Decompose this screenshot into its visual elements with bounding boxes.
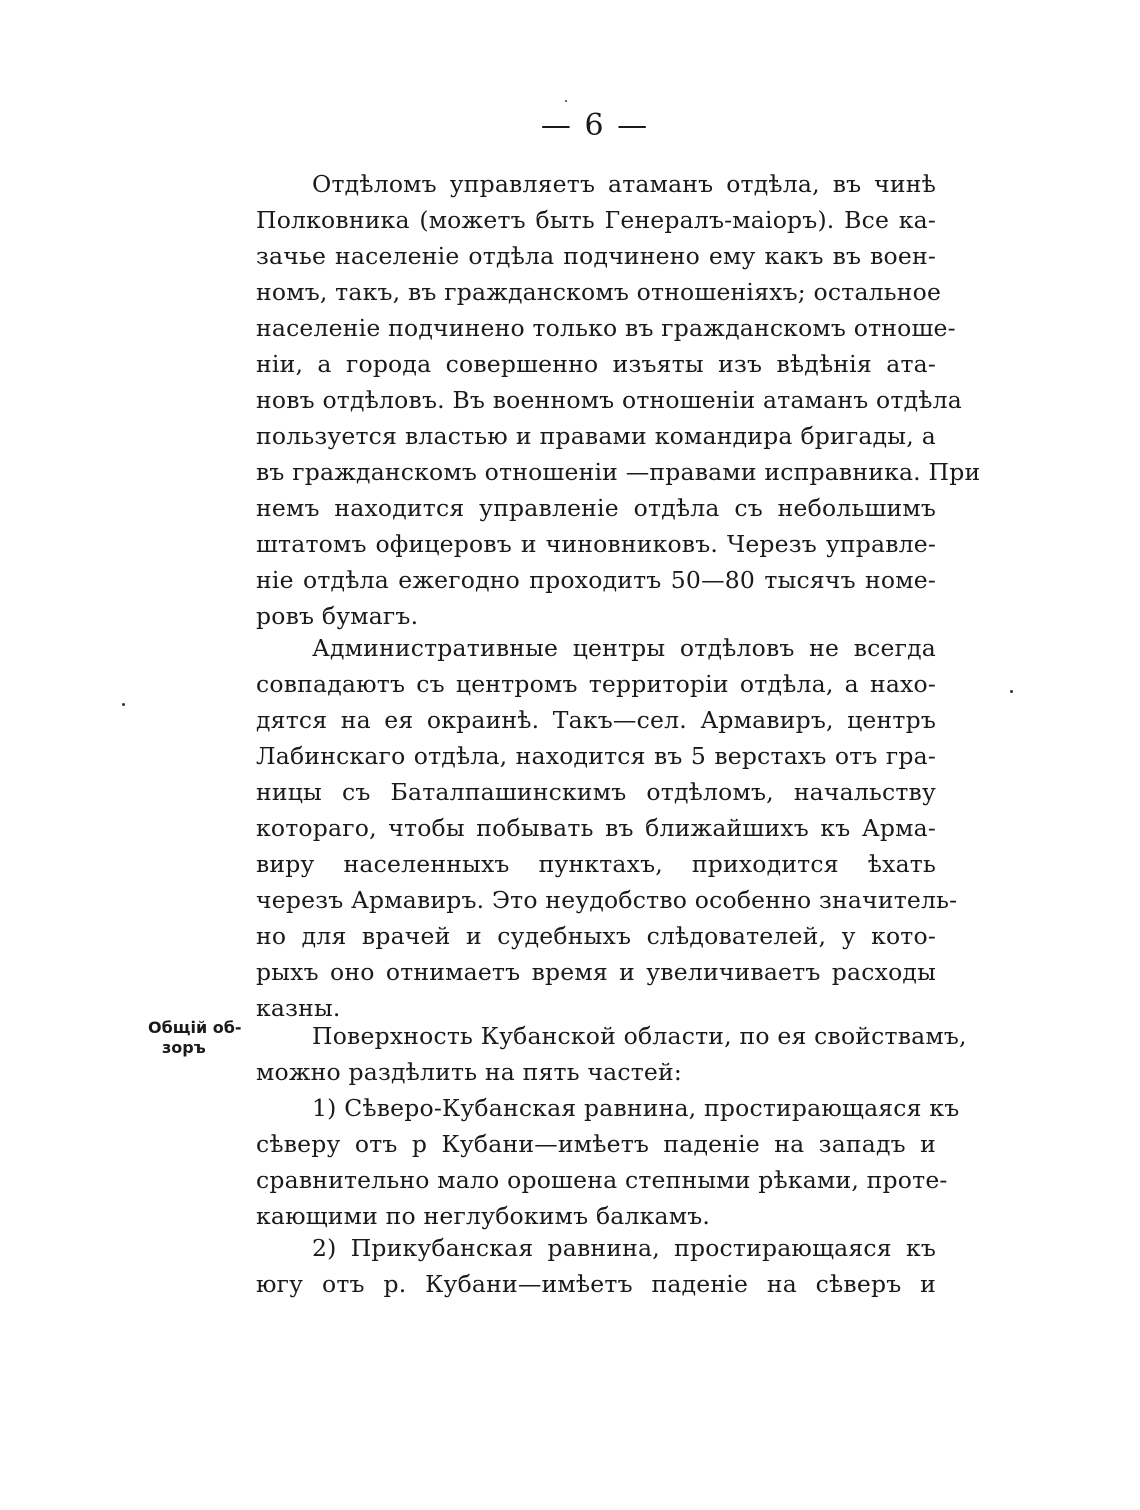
scan-speck (565, 100, 567, 102)
text-line-14: Административные центры отдѣловъ не всегда (312, 634, 936, 662)
text-line-20: виру населенныхъ пунктахъ, приходится ѣхать (256, 850, 936, 878)
text-line-8: пользуется властью и правами командира бригады, а (256, 422, 936, 450)
scan-speck (1010, 690, 1013, 693)
text-line-21: черезъ Армавиръ. Это неудобство особенно значитель- (256, 886, 958, 914)
text-line-13: ровъ бумагъ. (256, 602, 419, 630)
text-line-9: въ гражданскомъ отношеніи —правами исправника. При (256, 458, 981, 486)
text-line-3: зачье населеніе отдѣла подчинено ему какъ въ воен- (256, 242, 936, 270)
text-line-16: дятся на ея окраинѣ. Такъ—сел. Армавиръ, центръ (256, 706, 936, 734)
text-line-24: казны. (256, 994, 341, 1022)
text-line-25: Поверхность Кубанской области, по ея свойствамъ, (312, 1022, 967, 1050)
margin-note-line-2: зоръ (162, 1038, 206, 1057)
text-line-32: югу отъ р. Кубани—имѣетъ паденіе на сѣверъ и (256, 1270, 936, 1298)
margin-note-line-1: Общій об- (148, 1018, 242, 1037)
text-line-27: 1) Сѣверо-Кубанская равнина, простирающаяся къ (312, 1094, 960, 1122)
text-line-1: Отдѣломъ управляетъ атаманъ отдѣла, въ чинѣ (312, 170, 936, 198)
text-line-18: ницы съ Баталпашинскимъ отдѣломъ, начальству (256, 778, 936, 806)
scan-speck (122, 703, 125, 706)
text-line-26: можно раздѣлить на пять частей: (256, 1058, 682, 1086)
text-line-10: немъ находится управленіе отдѣла съ небольшимъ (256, 494, 936, 522)
text-line-30: кающими по неглубокимъ балкамъ. (256, 1202, 711, 1230)
text-line-31: 2) Прикубанская равнина, простирающаяся къ (312, 1234, 936, 1262)
page-number: — 6 — (540, 108, 650, 143)
text-line-12: ніе отдѣла ежегодно проходитъ 50—80 тысячъ номе- (256, 566, 936, 594)
text-line-22: но для врачей и судебныхъ слѣдователей, у кото- (256, 922, 936, 950)
text-line-2: Полковника (можетъ быть Генералъ-маіоръ). Все ка- (256, 206, 936, 234)
text-line-15: совпадаютъ съ центромъ территоріи отдѣла, а нахо- (256, 670, 936, 698)
text-line-6: ніи, а города совершенно изъяты изъ вѣдѣнія ата- (256, 350, 936, 378)
text-line-23: рыхъ оно отнимаетъ время и увеличиваетъ расходы (256, 958, 936, 986)
text-line-17: Лабинскаго отдѣла, находится въ 5 верстахъ отъ гра- (256, 742, 936, 770)
margin-note (148, 1018, 242, 1058)
text-line-11: штатомъ офицеровъ и чиновниковъ. Черезъ управле- (256, 530, 936, 558)
text-line-4: номъ, такъ, въ гражданскомъ отношеніяхъ; остальное (256, 278, 942, 306)
text-line-28: сѣверу отъ р Кубани—имѣетъ паденіе на западъ и (256, 1130, 936, 1158)
text-line-5: населеніе подчинено только въ гражданскомъ отноше- (256, 314, 956, 342)
text-line-29: сравнительно мало орошена степными рѣками, проте- (256, 1166, 948, 1194)
text-line-7: новъ отдѣловъ. Въ военномъ отношеніи атаманъ отдѣла (256, 386, 962, 414)
text-line-19: котораго, чтобы побывать въ ближайшихъ къ Арма- (256, 814, 936, 842)
